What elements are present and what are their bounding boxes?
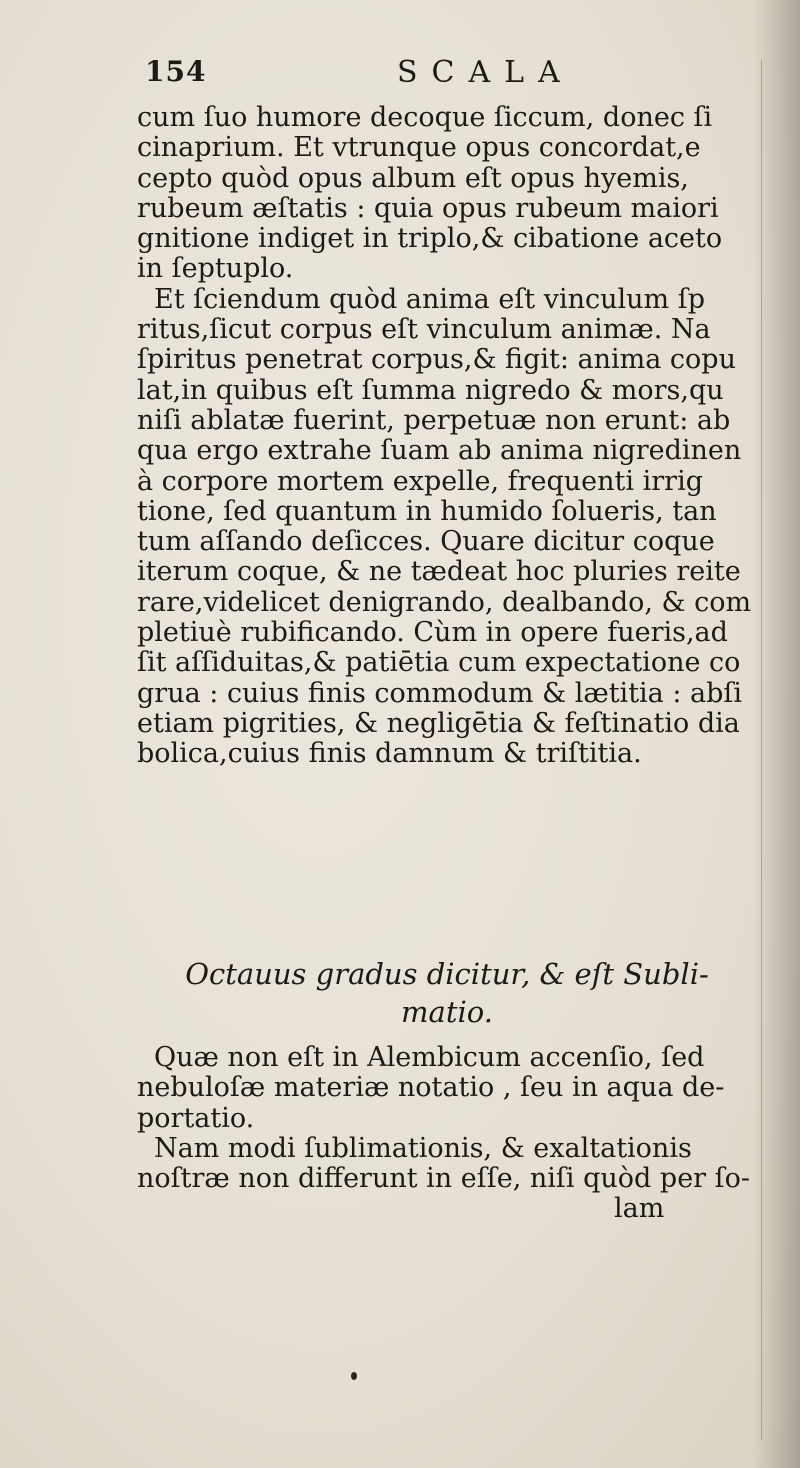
running-head: SCALA — [397, 55, 574, 90]
text-line: Quæ non eſt in Alembicum accenſio, ſed — [154, 1043, 705, 1073]
text-line: grua : cuius finis commodum & lætitia : abſi — [137, 678, 743, 709]
text-line: rare,videlicet denigrando, dealbando, & com — [137, 587, 752, 618]
text-line: gnitione indiget in triplo,& cibatione aceto — [137, 224, 723, 255]
text-line: pletiuè rubificando. Cùm in opere fueris,ad — [137, 618, 728, 649]
text-line: in ſeptuplo. — [137, 254, 294, 285]
text-line: ſit aſſiduitas,& patiētia cum expectatione co — [137, 648, 741, 679]
text-line: lat,in quibus eſt ſumma nigredo & mors,qu — [137, 375, 724, 406]
text-line: tione, ſed quantum in humido ſolueris, tan — [137, 496, 717, 527]
text-line: niſi ablatæ fuerint, perpetuæ non erunt: ab — [137, 405, 731, 436]
text-line: cum ſuo humore decoque ſiccum, donec ſi — [137, 103, 713, 133]
text-line: tum aſſando deſicces. Quare dicitur coque — [137, 527, 715, 558]
text-line: cepto quòd opus album eſt opus hyemis, — [137, 163, 689, 194]
section-heading-line: matio. — [401, 995, 493, 1029]
text-line: ritus,ſicut corpus eſt vinculum animæ. Na — [137, 315, 711, 346]
text-line: nebuloſæ materiæ notatio , ſeu in aqua de- — [137, 1073, 725, 1104]
text-line: cinaprium. Et vtrunque opus concordat,e — [137, 133, 701, 164]
text-line: Nam modi ſublimationis, & exaltationis — [154, 1133, 692, 1164]
section-heading — [137, 955, 757, 1031]
section-heading-line: Octauus gradus dicitur, & eſt Subli- — [185, 957, 709, 991]
text-line: ſpiritus penetrat corpus,& figit: anima copu — [137, 345, 736, 376]
section-text — [137, 1043, 777, 1225]
page-number: 154 — [145, 55, 207, 88]
text-line: portatio. — [137, 1103, 255, 1134]
text-line: à corpore mortem expelle, frequenti irrig — [137, 466, 703, 497]
text-line: noſtræ non differunt in eſſe, niſi quòd per ſo- — [137, 1164, 751, 1195]
text-line: rubeum æſtatis : quia opus rubeum maiori — [137, 193, 719, 224]
text-line: Et ſciendum quòd anima eſt vinculum ſp — [154, 284, 705, 315]
text-line: etiam pigrities, & negligētia & feſtinatio dia — [137, 708, 740, 739]
page-header — [145, 55, 705, 95]
ink-spot — [351, 1372, 357, 1380]
text-line: iterum coque, & ne tædeat hoc pluries reite — [137, 557, 741, 588]
text-line: qua ergo extrahe ſuam ab anima nigredinen — [137, 436, 742, 467]
catchword: lam — [614, 1194, 665, 1225]
text-line: bolica,cuius finis damnum & triſtitia. — [137, 739, 642, 770]
main-text — [137, 103, 777, 770]
